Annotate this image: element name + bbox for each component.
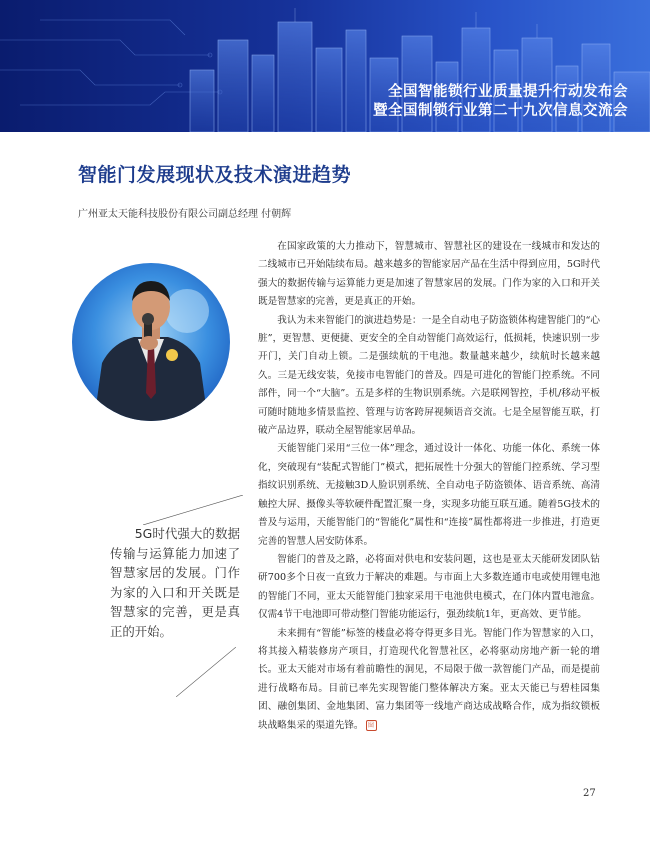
banner-title-line1: 全国智能锁行业质量提升行动发布会: [388, 84, 628, 100]
article-body: [258, 238, 600, 735]
author-photo: [72, 263, 230, 421]
article-title: 智能门发展现状及技术演进趋势: [78, 164, 352, 186]
paragraph: 天能智能门采用“三位一体”理念，通过设计一体化、功能一体化、系统一体化，突破现有“装配式智能门”模式，把拓展性十分强大的智能门控系统、学习型指纹识别系统、无接触3D人脸识别系统、全自动电子防盗锁体、语音系统、高清触控大屏、摄像头等软硬件配置汇聚一身，实现多功能互联互通。随着5G技术的普及与运用，天能智能门的“智能化”属性和“连接”属性都将进一步推进，打造更完善的智慧人居安防体系。: [258, 443, 600, 547]
banner-title-line2: 暨全国制锁行业第二十九次信息交流会: [373, 103, 628, 119]
page-number: 27: [583, 788, 596, 799]
paragraph: 未来拥有“智能”标签的楼盘必将夺得更多目光。智能门作为智慧家的入口，将其接入精装修房产项目，打造现代化智慧社区，必将驱动房地产新一轮的增长。亚太天能对市场有着前瞻性的洞见，不局限于做一款智能门产品，而是提前进行战略布局。目前已率先实现智能门整体解决方案。亚太天能已与碧桂园集团、融创集团、金地集团、富力集团等一线地产商达成战略合作，成为指纹锁板块战略集采的渠道先锋。: [258, 627, 600, 731]
end-mark-icon: 囧: [366, 720, 377, 731]
author-byline: 广州亚太天能科技股份有限公司副总经理 付朝辉: [78, 209, 292, 220]
paragraph: 智能门的普及之路，必将面对供电和安装问题，这也是亚太天能研发团队钻研700多个日夜一直致力于解决的难题。与市面上大多数连通市电或使用锂电池的智能门不同，亚太天能智能门独家采用干电池供电模式，在门体内置电池盒。仅需4节干电池即可带动整门智能功能运行，强劲续航1年，更高效、更节能。: [258, 553, 600, 621]
quote-decoration-line-bottom: [176, 647, 236, 697]
pull-quote: 5G时代强大的数据传输与运算能力加速了智慧家居的发展。门作为家的入口和开关既是智慧家的完善，更是真正的开始。: [110, 526, 240, 639]
paragraph: 在国家政策的大力推动下，智慧城市、智慧社区的建设在一线城市和发达的二线城市已开始陆续布局。越来越多的智能家居产品在生活中得到应用，5G时代强大的数据传输与运算能力更是加速了智慧家居的发展。门作为家的入口和开关既是智慧家的完善，更是真正的开始。: [258, 241, 600, 308]
banner-title: [373, 83, 628, 121]
paragraph-last: [258, 625, 600, 735]
paragraph: 我认为未来智能门的演进趋势是：一是全自动电子防盗锁体构建智能门的“心脏”，更智慧、更便捷、更安全的全自动智能门高效运行，低损耗，快速识别一步开门，关门自动上锁。二是强续航的干电池。数量越来越少，续航时长越来越久。三是无线安装，免接市电智能门的普及。四是可进化的智能门控系统。不同部件，同一个“大脑”。五是多样的生物识别系统。六是联网智控，手机/移动平板可随时随地多情景监控、管理与访客跨屏视频语音交流。七是全屋智能互联，打破产品边界，联动全屋智能家居单品。: [258, 314, 600, 437]
quote-decoration-line-top: [143, 495, 243, 525]
header-banner: [0, 0, 650, 132]
